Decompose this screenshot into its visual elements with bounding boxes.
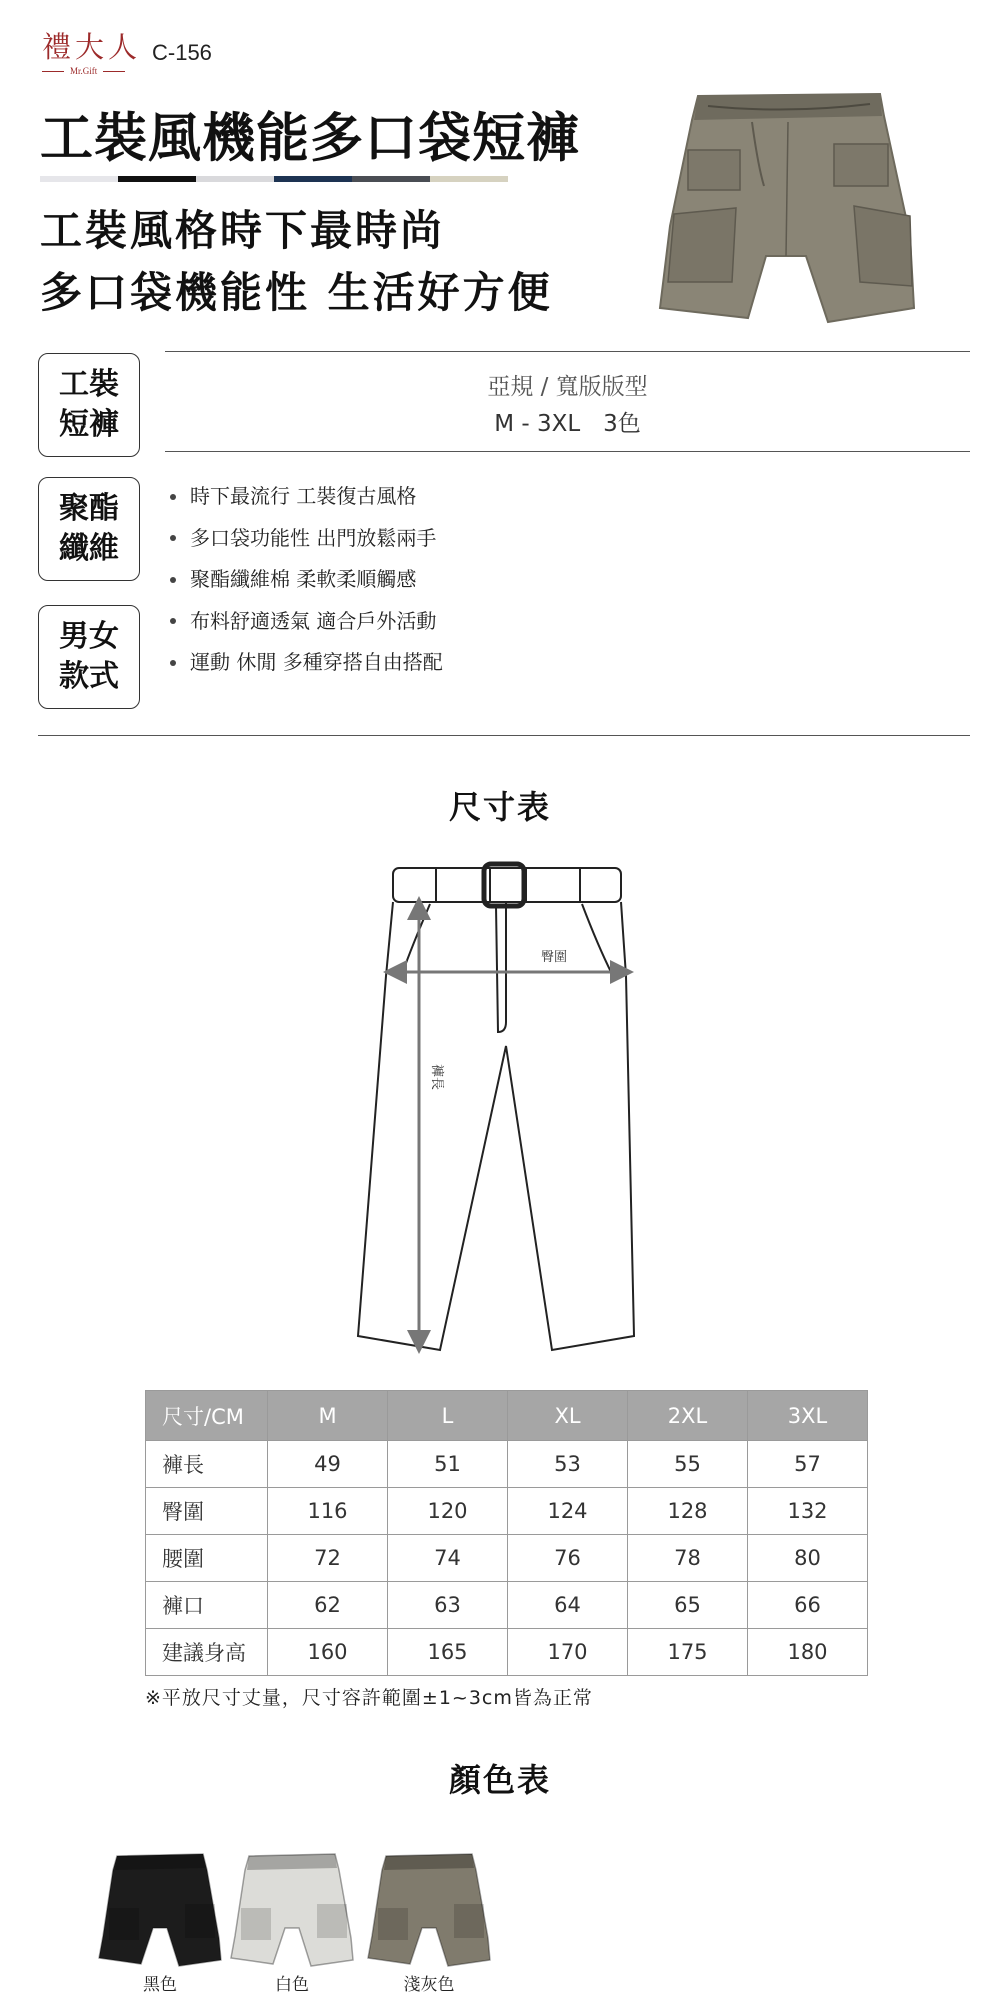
feature-text: 聚酯纖維棉 柔軟柔順觸感 <box>190 567 417 591</box>
feature-text: 時下最流行 工裝復古風格 <box>190 484 417 508</box>
feature-item <box>170 476 443 518</box>
table-cell: 120 <box>388 1488 508 1535</box>
color-rule-segment <box>118 176 196 182</box>
brand-logo-text: 禮大人 <box>42 30 142 64</box>
table-row <box>146 1488 868 1535</box>
feature-text: 布料舒適透氣 適合戶外活動 <box>190 608 437 633</box>
badge-line: 男女 <box>59 619 119 654</box>
size-table <box>145 1390 868 1676</box>
bullet-icon <box>170 535 176 541</box>
feature-text: 多口袋功能性 出門放鬆兩手 <box>190 525 437 550</box>
feature-text: 運動 休閒 多種穿搭自由搭配 <box>190 650 443 674</box>
table-cell: 66 <box>748 1582 868 1629</box>
feature-item <box>170 601 443 643</box>
hip-label: 臀圍 <box>540 950 568 965</box>
fit-type: 亞規 / 寬版版型 <box>487 374 648 400</box>
color-rule <box>40 176 508 182</box>
table-cell: 腰圍 <box>146 1535 268 1582</box>
color-rule-segment <box>352 176 430 182</box>
table-header-row <box>146 1391 868 1441</box>
tagline-2: 多口袋機能性 生活好方便 <box>40 268 553 317</box>
bullet-icon <box>170 618 176 624</box>
table-cell: 165 <box>388 1629 508 1676</box>
table-cell: 72 <box>268 1535 388 1582</box>
color-rule-segment <box>430 176 508 182</box>
feature-item <box>170 559 443 601</box>
table-row <box>146 1535 868 1582</box>
badge-line: 纖維 <box>59 531 119 566</box>
badge-line: 聚酯 <box>59 491 119 526</box>
color-rule-segment <box>274 176 352 182</box>
table-row <box>146 1582 868 1629</box>
badge-line: 工裝 <box>59 367 119 402</box>
feature-item <box>170 518 443 560</box>
product-title: 工裝風機能多口袋短褲 <box>40 108 580 169</box>
divider <box>165 351 970 352</box>
table-cell: 建議身高 <box>146 1629 268 1676</box>
brand-logo <box>42 30 141 76</box>
table-cell: 128 <box>628 1488 748 1535</box>
table-cell: 臀圍 <box>146 1488 268 1535</box>
feature-item <box>170 642 443 684</box>
divider <box>165 451 970 452</box>
badge-gender <box>38 605 140 709</box>
table-header-cell: 尺寸/CM <box>146 1391 268 1441</box>
brand-logo-subtext <box>42 66 141 76</box>
divider <box>38 735 970 736</box>
table-cell: 64 <box>508 1582 628 1629</box>
table-cell: 175 <box>628 1629 748 1676</box>
table-cell: 49 <box>268 1441 388 1488</box>
color-rule-segment <box>196 176 274 182</box>
table-cell: 65 <box>628 1582 748 1629</box>
size-note: ※平放尺寸丈量，尺寸容許範圍±1~3cm皆為正常 <box>145 1687 593 1709</box>
brand-subtext: Mr.Gift <box>70 66 98 76</box>
badge-line: 短褲 <box>59 407 119 442</box>
table-cell: 132 <box>748 1488 868 1535</box>
table-cell: 78 <box>628 1535 748 1582</box>
tagline-1: 工裝風格時下最時尚 <box>40 206 446 255</box>
fit-sizes-colors: M - 3XL 3色 <box>494 411 641 437</box>
color-rule-segment <box>40 176 118 182</box>
table-header-cell: M <box>268 1391 388 1441</box>
feature-list <box>170 476 443 684</box>
table-header-cell: 3XL <box>748 1391 868 1441</box>
table-cell: 80 <box>748 1535 868 1582</box>
table-cell: 124 <box>508 1488 628 1535</box>
table-cell: 63 <box>388 1582 508 1629</box>
table-cell: 51 <box>388 1441 508 1488</box>
length-label: 褲長 <box>429 1064 444 1091</box>
table-cell: 褲長 <box>146 1441 268 1488</box>
table-cell: 57 <box>748 1441 868 1488</box>
product-code: C-156 <box>152 40 212 65</box>
color-chart-title: 顏色表 <box>448 1761 551 1799</box>
table-cell: 55 <box>628 1441 748 1488</box>
bullet-icon <box>170 577 176 583</box>
table-header-cell: L <box>388 1391 508 1441</box>
badge-material <box>38 477 140 581</box>
product-hero-image <box>648 86 948 326</box>
table-cell: 76 <box>508 1535 628 1582</box>
swatch-label: 黑色 <box>143 1975 177 1995</box>
pants-measurement-diagram <box>340 856 670 1356</box>
table-row <box>146 1441 868 1488</box>
table-cell: 116 <box>268 1488 388 1535</box>
swatch-image-white <box>227 1842 357 1972</box>
table-cell: 74 <box>388 1535 508 1582</box>
bullet-icon <box>170 660 176 666</box>
table-cell: 褲口 <box>146 1582 268 1629</box>
bullet-icon <box>170 494 176 500</box>
table-cell: 170 <box>508 1629 628 1676</box>
swatch-label: 白色 <box>275 1975 309 1995</box>
swatch-label: 淺灰色 <box>403 1975 455 1995</box>
table-cell: 62 <box>268 1582 388 1629</box>
table-cell: 180 <box>748 1629 868 1676</box>
table-row <box>146 1629 868 1676</box>
table-header-cell: XL <box>508 1391 628 1441</box>
swatch-image-light-gray <box>364 1842 494 1972</box>
table-cell: 53 <box>508 1441 628 1488</box>
badge-style <box>38 353 140 457</box>
badge-line: 款式 <box>59 659 119 694</box>
size-chart-title: 尺寸表 <box>448 788 551 826</box>
swatch-image-black <box>95 1842 225 1972</box>
table-header-cell: 2XL <box>628 1391 748 1441</box>
table-cell: 160 <box>268 1629 388 1676</box>
